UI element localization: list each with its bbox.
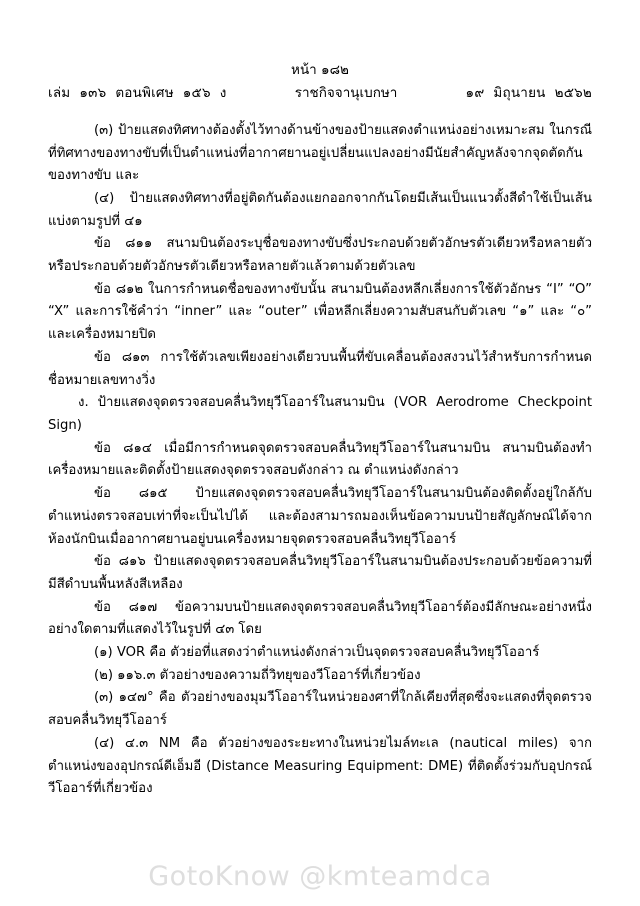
- paragraph-subitem-4: (๔) ๔.๓ NM คือ ตัวอย่างของระยะทางในหน่วยไมล์ทะเล (nautical miles) จากตำแหน่งของอุปกรณ์ดีเอ็มอี (Distance Measuring Equipment: DME) ที่ติดตั้งร่วมกับอุปกรณ์วีโออาร์ที่เกี่ยวข้อง: [48, 735, 592, 797]
- header-gazette-title: ราชกิจจานุเบกษา: [294, 84, 398, 101]
- section-heading-g: ง. ป้ายแสดงจุดตรวจสอบคลื่นวิทยุวีโออาร์ในสนามบิน (VOR Aerodrome Checkpoint Sign): [48, 395, 592, 433]
- paragraph-item-3: (๓) ป้ายแสดงทิศทางต้องตั้งไว้ทางด้านข้างของป้ายแสดงตำแหน่งอย่างเหมาะสม ในกรณีที่ทิศทางของทางขับที่เป็นตำแหน่งที่อากาศยานอยู่เปลี่ยนแปลงอย่างมีนัยสำคัญหลังจากจุดตัดกันของทางขับ และ: [48, 122, 592, 184]
- header-date: ๑๙ มิถุนายน ๒๕๖๒: [465, 84, 592, 101]
- paragraph-clause-813: ข้อ ๘๑๓ การใช้ตัวเลขเพียงอย่างเดียวบนพื้นที่ขับเคลื่อนต้องสงวนไว้สำหรับการกำหนดชื่อหมายเลขทางวิ่ง: [48, 349, 592, 388]
- paragraph-clause-811: ข้อ ๘๑๑ สนามบินต้องระบุชื่อของทางขับซึ่งประกอบด้วยตัวอักษรตัวเดียวหรือหลายตัวหรือประกอบด้วยตัวอักษรตัวเดียวหรือหลายตัวแล้วตามด้วยตัวเลข: [48, 236, 592, 275]
- document-body: [48, 120, 592, 801]
- header-volume-left: เล่ม ๑๓๖ ตอนพิเศษ ๑๕๖ ง: [48, 84, 227, 101]
- paragraph-item-4: (๔) ป้ายแสดงทิศทางที่อยู่ติดกันต้องแยกออกจากกันโดยมีเส้นเป็นแนวตั้งสีดำใช้เป็นเส้นแบ่งตามรูปที่ ๔๑: [48, 190, 592, 229]
- paragraph-subitem-3: (๓) ๑๔๗° คือ ตัวอย่างของมุมวีโออาร์ในหน่วยองศาที่ใกล้เคียงที่สุดซึ่งจะแสดงที่จุดตรวจสอบคลื่นวิทยุวีโออาร์: [48, 690, 592, 729]
- header-page-number: หน้า ๑๘๒: [291, 62, 349, 78]
- watermark: GotoKnow @kmteamdca: [148, 861, 492, 892]
- paragraph-clause-815: ข้อ ๘๑๕ ป้ายแสดงจุดตรวจสอบคลื่นวิทยุวีโออาร์ในสนามบินต้องติดตั้งอยู่ใกล้กับตำแหน่งตรวจสอบเท่าที่จะเป็นไปได้ และต้องสามารถมองเห็นข้อความบนป้ายสัญลักษณ์ได้จากห้องนักบินเมื่ออากาศยานอยู่บนเครื่องหมายจุดตรวจสอบคลื่นวิทยุวีโออาร์: [48, 486, 592, 547]
- page-header: [48, 60, 592, 104]
- paragraph-clause-814: ข้อ ๘๑๔ เมื่อมีการกำหนดจุดตรวจสอบคลื่นวิทยุวีโออาร์ในสนามบิน สนามบินต้องทำเครื่องหมายและติดตั้งป้ายแสดงจุดตรวจสอบดังกล่าว ณ ตำแหน่งดังกล่าว: [48, 440, 592, 479]
- paragraph-subitem-1: (๑) VOR คือ ตัวย่อที่แสดงว่าตำแหน่งดังกล่าวเป็นจุดตรวจสอบคลื่นวิทยุวีโออาร์: [94, 645, 540, 661]
- paragraph-clause-812: ข้อ ๘๑๒ ในการกำหนดชื่อของทางขับนั้น สนามบินต้องหลีกเลี่ยงการใช้ตัวอักษร “I” “O” “X” และการใช้คำว่า “inner” และ “outer” เพื่อหลีกเลี่ยงความสับสนกับตัวเลข “๑” และ “๐” และเครื่องหมายปิด: [48, 281, 592, 343]
- header-volume-line: [48, 83, 592, 104]
- paragraph-clause-816: ข้อ ๘๑๖ ป้ายแสดงจุดตรวจสอบคลื่นวิทยุวีโออาร์ในสนามบินต้องประกอบด้วยข้อความที่มีสีดำบนพื้นหลังสีเหลือง: [48, 554, 592, 592]
- paragraph-subitem-2: (๒) ๑๑๖.๓ ตัวอย่างของความถี่วิทยุของวีโออาร์ที่เกี่ยวข้อง: [94, 667, 421, 683]
- paragraph-clause-817: ข้อ ๘๑๗ ข้อความบนป้ายแสดงจุดตรวจสอบคลื่นวิทยุวีโออาร์ต้องมีลักษณะอย่างหนึ่งอย่างใดตามที่แสดงไว้ในรูปที่ ๔๓ โดย: [48, 599, 592, 638]
